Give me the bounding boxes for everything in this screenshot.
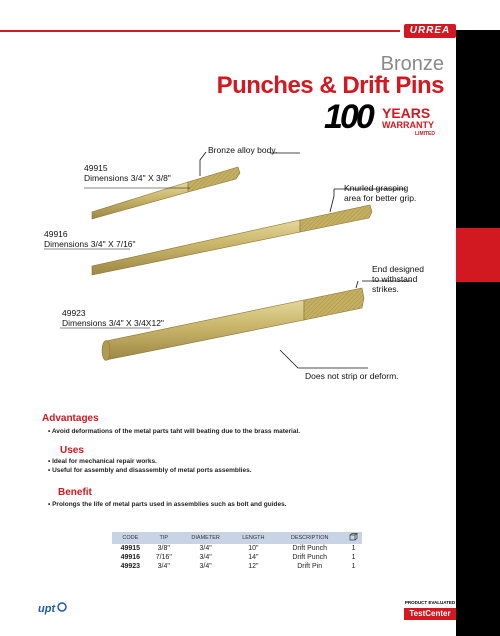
- table-header-cell: DESCRIPTION: [274, 532, 345, 544]
- callout-line: strikes.: [372, 284, 399, 294]
- callout-bronze-body: Bronze alloy body.: [208, 145, 278, 155]
- product-code: 49923: [62, 308, 86, 318]
- warranty-number: 100: [324, 98, 372, 136]
- table-cell: Drift Punch: [292, 545, 327, 552]
- benefit-item: • Prolongs the life of metal parts used in assemblies such as bolt and guides.: [48, 501, 287, 508]
- callout-no-strip: Does not strip or deform.: [305, 371, 399, 381]
- table-header-cell: CODE: [112, 532, 149, 544]
- warranty-limited: LIMITED: [415, 131, 435, 137]
- table-header-cell: LENGTH: [232, 532, 274, 544]
- table-row: [112, 544, 362, 553]
- punches-illustration: [0, 140, 456, 380]
- side-bar-accent: [456, 228, 500, 282]
- upt-logo: [38, 601, 68, 615]
- product-code: 49915: [84, 163, 108, 173]
- table-cell: 3/4": [199, 554, 212, 561]
- table-cell: 3/4": [199, 563, 212, 570]
- page-subtitle: Bronze: [380, 53, 444, 75]
- product-dimensions: Dimensions 3/4" X 3/8": [84, 173, 171, 183]
- table-cell: 49916: [120, 554, 141, 561]
- table-cell: 1: [351, 545, 356, 552]
- table-cell: Drift Punch: [292, 554, 327, 561]
- callout-knurled: [344, 183, 416, 203]
- table-row: [112, 562, 362, 571]
- warranty-label: WARRANTY: [382, 120, 434, 130]
- table-cell: 49915: [120, 545, 141, 552]
- side-bar-top: [456, 30, 500, 228]
- table-cell: 1: [351, 563, 356, 570]
- table-cell: 3/8": [157, 545, 170, 552]
- box-icon: [345, 532, 362, 544]
- spec-table: [112, 532, 362, 571]
- table-cell: 49923: [120, 563, 141, 570]
- table-cell: Drift Pin: [297, 563, 323, 570]
- test-center-caption: PRODUCT EVALUATED: [404, 600, 456, 605]
- uses-item: • Useful for assembly and disassembly of metal ports assemblies.: [48, 467, 252, 474]
- side-bar-bottom: [456, 282, 500, 636]
- benefit-heading: Benefit: [58, 487, 92, 498]
- warranty-years: YEARS: [382, 105, 431, 121]
- product-dimensions: Dimensions 3/4" X 3/4X12": [62, 318, 164, 328]
- product-label-49916: [44, 229, 136, 249]
- top-rule: [0, 30, 400, 32]
- table-header-cell: TIP: [149, 532, 179, 544]
- product-dimensions: Dimensions 3/4" X 7/16": [44, 239, 136, 249]
- table-cell: 12": [248, 563, 259, 570]
- product-label-49923: [62, 308, 164, 328]
- urrea-logo: URREA: [404, 24, 456, 38]
- table-cell: 1: [351, 554, 356, 561]
- product-label-49915: [84, 163, 171, 183]
- callout-line: End designed: [372, 264, 424, 274]
- table-cell: 10": [248, 545, 259, 552]
- callout-line: area for better grip.: [344, 193, 417, 203]
- table-row: [112, 553, 362, 562]
- table-cell: 3/4": [199, 545, 212, 552]
- test-center-name: TestCenter: [404, 608, 456, 620]
- table-header-cell: DIAMETER: [179, 532, 232, 544]
- svg-text:upt: upt: [38, 603, 56, 615]
- warranty-badge: [324, 100, 446, 140]
- test-center-badge: [404, 600, 460, 624]
- table-cell: 14": [248, 554, 259, 561]
- advantages-heading: Advantages: [42, 413, 99, 424]
- page-title: Punches & Drift Pins: [216, 72, 444, 99]
- table-cell: 3/4": [157, 563, 170, 570]
- callout-line: to withstand: [372, 274, 418, 284]
- product-code: 49916: [44, 229, 68, 239]
- table-cell: 7/16": [155, 554, 172, 561]
- callout-end: [372, 264, 424, 294]
- uses-heading: Uses: [60, 445, 84, 456]
- uses-item: • Ideal for mechanical repair works.: [48, 458, 157, 465]
- advantages-item: • Avoid deformations of the metal parts taht will beating due to the brass material.: [48, 428, 301, 435]
- callout-line: Knurled grasping: [344, 183, 409, 193]
- table-header-row: [112, 532, 362, 544]
